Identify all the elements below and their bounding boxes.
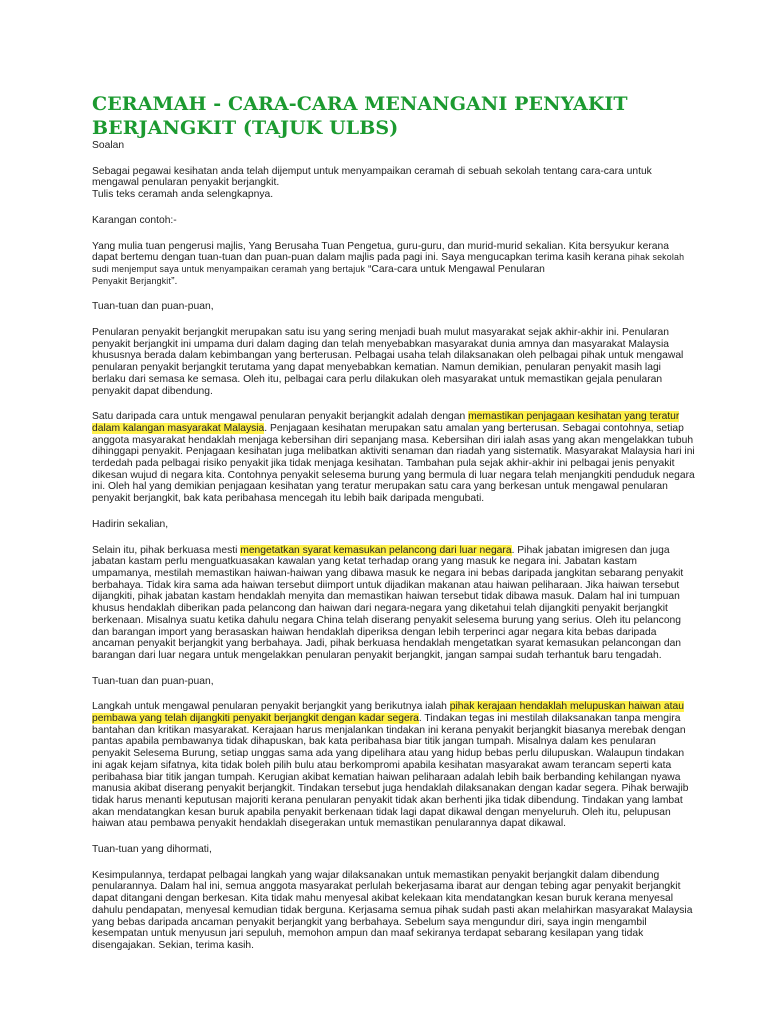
paragraph-4 [92,701,696,830]
intro-topic: “Cara-cara untuk Mengawal Penularan [368,263,545,275]
intro-small-text: pihak sekolah sudi menjemput saya untuk menyampaikan ceramah yang bertajuk [92,252,685,274]
karangan-label: Karangan contoh:- [92,214,177,226]
greeting-2: Hadirin sekalian, [92,518,169,530]
paragraph-4-lead: Langkah untuk mengawal penularan penyakit berjangkit yang berikutnya ialah [92,701,450,713]
paragraph-1: Penularan penyakit berjangkit merupakan satu isu yang sering menjadi buah mulut masyarakat sejak akhir-akhir ini. Penularan penyakit berjangkit ini umpama duri dalam daging dan telah menyebabkan masyarakat dunia amnya dan masyarakat Malaysia khususnya berada dalam kebimbangan yang berterusan. Pelbagai usaha telah dilaksanakan oleh pelbagai pihak untuk mengawal penularan penyakit berjangkit terutama yang dapat menyebabkan kematian. Namun demikian, penularan penyakit masih lagi berlaku dari semasa ke semasa. Oleh itu, pelbagai cara perlu dilakukan oleh masyarakat untuk memastikan gejala penularan penyakit dapat dibendung. [92,327,684,397]
question-text: Sebagai pegawai kesihatan anda telah dijemput untuk menyampaikan ceramah di sebuah sekolah tentang cara-cara untuk mengawal penularan penyakit berjangkit. [92,165,652,189]
paragraph-2-body: . Penjagaan kesihatan merupakan satu amalan yang berterusan. Sebagai contohnya, setiap anggota masyarakat hendaklah menjaga kebersihan diri sepanjang masa. Kebersihan diri ialah asas yang akan mengelakkan tubuh dihinggapi penyakit. Penjagaan kesihatan juga melibatkan aktiviti senaman dan riadah yang sistematik. Masyarakat Malaysia hari ini terdedah pada pelbagai risiko penyakit jika tidak menjaga kesihatan. Tambahan pula sejak akhir-akhir ini pelbagai jenis penyakit dikesan wujud di negara kita. Contohnya penyakit selesema burung yang bermula di luar negara telah menjangkiti penduduk negara ini. Oleh hal yang demikian penjagaan kesihatan yang teratur merupakan satu cara yang berkesan untuk mengawal penularan penyakit berjangkit, bak kata peribahasa mencegah itu lebih baik daripada mengubati. [92,422,695,505]
greeting-1: Tuan-tuan dan puan-puan, [92,301,214,313]
paragraph-2-highlight: memastikan penjagaan kesihatan yang teratur dalam kalangan masyarakat Malaysia [92,411,680,434]
paragraph-3 [92,545,696,662]
paragraph-3-highlight: mengetatkan syarat kemasukan pelancong dari luar negara [240,544,512,556]
intro-topic-small: Penyakit Berjangkit [92,275,172,286]
title-line-2: BERJANGKIT (TAJUK ULBS) [92,117,399,139]
question-paragraph [92,166,696,201]
paragraph-2-lead: Satu daripada cara untuk mengawal penularan penyakit berjangkit adalah dengan [92,411,469,423]
intro-topic-end: ”. [171,275,178,287]
intro-paragraph [92,241,696,288]
document-title [92,92,696,140]
intro-text: Yang mulia tuan pengerusi majlis, Yang Berusaha Tuan Pengetua, guru-guru, dan murid-murid sekalian. Kita bersyukur kerana dapat bertemu dengan tuan-tuan dan puan-puan dalam majlis pada pagi ini. Saya mengucapkan terima kasih kerana [92,240,669,264]
greeting-3: Tuan-tuan dan puan-puan, [92,675,214,687]
greeting-4: Tuan-tuan yang dihormati, [92,844,212,856]
question-instruction: Tulis teks ceramah anda selengkapnya. [92,189,274,201]
paragraph-3-lead: Selain itu, pihak berkuasa mesti [92,544,241,556]
soalan-label: Soalan [92,140,125,151]
paragraph-3-body: . Pihak jabatan imigresen dan juga jabatan kastam perlu menguatkuasakan kawalan yang ketat terhadap orang yang masuk ke negara ini. Jabatan kastam umpamanya, mestilah memastikan haiwan-haiwan yang dibawa masuk ke negara ini bebas daripada jangkitan sebarang penyakit berbahaya. Tidak kira sama ada haiwan tersebut diimport untuk dijadikan makanan atau haiwan peliharaan. Jika haiwan tersebut dijangkiti, pihak jabatan kastam hendaklah menyita dan memastikan haiwan tersebut tidak dibawa masuk. Dalam hal ini tumpuan khusus hendaklah diberikan pada pelancong dan haiwan dari negara-negara yang diketahui telah dijangkiti penyakit berjangkit berkenaan. Misalnya suatu ketika dahulu negara China telah diserang penyakit selesema burung yang serius. Oleh itu pelancong dan barangan import yang berasaskan haiwan hendaklah diperiksa dengan lebih terperinci agar negara kita bebas daripada ancaman penyakit berjangkit yang berbahaya. Jadi, pihak berkuasa hendaklah mengetatkan syarat kemasukan pelancongan dan barangan dari luar negara untuk mengelakkan penularan penyakit berjangkit, jangan sampai sudah terhantuk baru tengadah. [92,544,684,661]
paragraph-4-highlight: pihak kerajaan hendaklah melupuskan haiwan atau pembawa yang telah dijangkiti penyakit berjangkit dengan kadar segera [92,701,684,725]
paragraph-2 [92,411,696,505]
paragraph-4-body: . Tindakan tegas ini mestilah dilaksanakan tanpa mengira bantahan dan kritikan masyarakat. Kerajaan harus menjalankan tindakan ini kerana penyakit berjangkit biasanya merebak dengan pantas apabila pembawanya tidak dihapuskan, bak kata peribahasa biar titik jangan tumpah. Misalnya dalam kes penularan penyakit Selesema Burung, setiap unggas sama ada yang dipelihara atau yang hidup bebas perlu dilupuskan. Walaupun tindakan ini agak kejam sifatnya, kita tidak boleh pilih bulu atau berkompromi apabila kesihatan masyarakat awam terancam seperti kata peribahasa biar titik jangan tumpah. Kerugian akibat kematian haiwan peliharaan adalah lebih baik berbanding kehilangan nyawa manusia akibat diserang penyakit berjangkit. Tindakan tersebut juga hendaklah dilaksanakan dengan kadar segera. Pihak berwajib tidak harus menanti keputusan majoriti kerana penularan penyakit tidak akan berhenti jika tidak dibendung. Tindakan yang lambat akan mendatangkan kesan buruk apabila penyakit berkenaan tidak lagi dapat dikawal dengan menyeluruh. Oleh itu, pelupusan haiwan atau pembawa penyakit hendaklah disegerakan untuk memastikan penularannya dapat dikawal. [92,713,689,830]
paragraph-5: Kesimpulannya, terdapat pelbagai langkah yang wajar dilaksanakan untuk memastikan penyakit berjangkit dalam dibendung penularannya. Dalam hal ini, semua anggota masyarakat perlulah bekerjasama ibarat aur dengan tebing agar penyakit berjangkit dapat ditangani dengan berkesan. Kita tidak mahu menyesal akibat kelekaan kita mendatangkan kesan buruk kerana menyesal dahulu pendapatan, menyesal kemudian tidak berguna. Kerjasama semua pihak sudah pasti akan melahirkan masyarakat Malaysia yang bebas daripada ancaman penyakit berjangkit yang berbahaya. Sebelum saya mengundur diri, saya ingin mengambil kesempatan untuk menyusun jari sepuluh, memohon ampun dan maaf sekiranya terdapat sebarang kesilapan yang tidak disengajakan. Sekian, terima kasih. [92,869,693,951]
title-line-1: CERAMAH - CARA-CARA MENANGANI PENYAKIT [92,93,628,115]
